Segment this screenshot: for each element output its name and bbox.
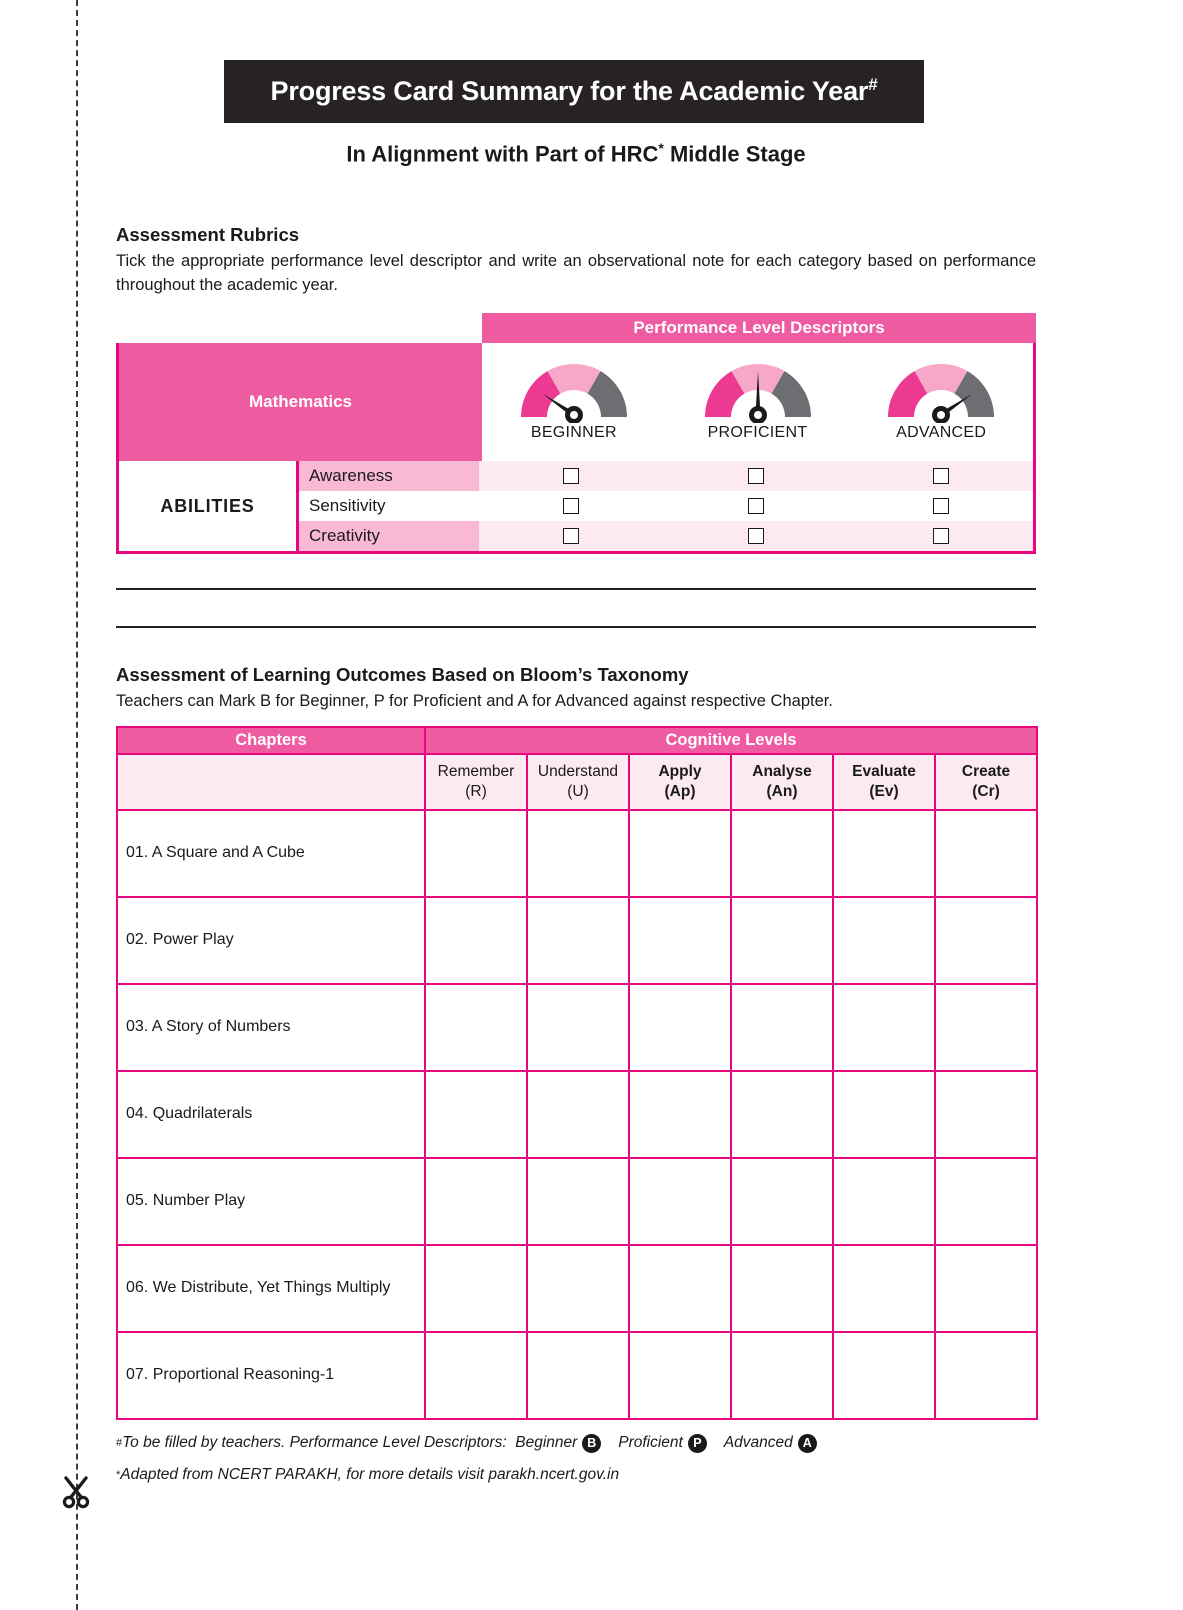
mark-cell-create[interactable]: [935, 1245, 1037, 1332]
chapter-name: 02. Power Play: [117, 897, 425, 984]
note-line[interactable]: [116, 626, 1036, 628]
column-understand: [527, 754, 629, 810]
mark-cell-create[interactable]: [935, 984, 1037, 1071]
badge-label-proficient: Proficient: [618, 1434, 683, 1452]
note-line[interactable]: [116, 588, 1036, 590]
mark-cell-create[interactable]: [935, 1071, 1037, 1158]
mark-cell-understand[interactable]: [527, 1332, 629, 1419]
column-understand-name: Understand: [537, 763, 619, 781]
assessment-rubrics-section: [116, 224, 1036, 628]
abilities-block: [116, 461, 1036, 554]
ability-row-sensitivity: [299, 491, 1033, 521]
column-remember-name: Remember: [437, 763, 515, 781]
rubrics-corner-blank: [116, 313, 482, 343]
table-row: [117, 1332, 1037, 1419]
chapter-name: 07. Proportional Reasoning-1: [117, 1332, 425, 1419]
column-apply-code: (Ap): [664, 782, 696, 800]
ability-row-creativity: [299, 521, 1033, 551]
gauge-icon: [876, 351, 1006, 423]
chapter-name: 04. Quadrilaterals: [117, 1071, 425, 1158]
column-analyse-name: Analyse: [752, 763, 812, 781]
badge-advanced: A: [798, 1434, 817, 1453]
checkbox-cell-advanced[interactable]: [848, 461, 1033, 491]
table-row: [117, 1245, 1037, 1332]
checkbox-awareness-advanced[interactable]: [933, 468, 949, 484]
column-evaluate-code: (Ev): [869, 782, 899, 800]
scissors-icon: [56, 1472, 96, 1512]
chapter-name: 05. Number Play: [117, 1158, 425, 1245]
page-title: [224, 60, 924, 123]
footnote-source: [116, 1466, 1036, 1484]
mark-cell-apply[interactable]: [629, 984, 731, 1071]
checkbox-sensitivity-beginner[interactable]: [563, 498, 579, 514]
cognitive-levels-header: Cognitive Levels: [425, 727, 1037, 754]
gauge-icon: [509, 351, 639, 423]
checkbox-cell-proficient[interactable]: [664, 461, 849, 491]
badge-label-beginner: Beginner: [515, 1434, 578, 1452]
mark-cell-remember[interactable]: [425, 984, 527, 1071]
mark-cell-analyse[interactable]: [731, 897, 833, 984]
mark-cell-remember[interactable]: [425, 810, 527, 897]
column-remember: [425, 754, 527, 810]
mark-cell-apply[interactable]: [629, 1245, 731, 1332]
mark-cell-analyse[interactable]: [731, 1332, 833, 1419]
checkbox-creativity-proficient[interactable]: [748, 528, 764, 544]
bloom-instruction: Teachers can Mark B for Beginner, P for Proficient and A for Advanced against respective Chapter.: [116, 692, 833, 711]
ability-name: Creativity: [299, 521, 479, 551]
mark-cell-evaluate[interactable]: [833, 1158, 935, 1245]
chapters-header: Chapters: [117, 727, 425, 754]
cut-line-divider: [76, 0, 78, 1610]
gauge-icon: [693, 351, 823, 423]
gauge-row: [482, 343, 1036, 461]
level-label-beginner: BEGINNER: [530, 424, 617, 442]
column-analyse-code: (An): [766, 782, 798, 800]
checkbox-sensitivity-proficient[interactable]: [748, 498, 764, 514]
checkbox-cell-advanced[interactable]: [848, 491, 1033, 521]
mark-cell-analyse[interactable]: [731, 1245, 833, 1332]
level-label-advanced: ADVANCED: [896, 424, 987, 442]
mark-cell-understand[interactable]: [527, 897, 629, 984]
rubrics-table-top-row: [116, 313, 1036, 343]
mark-cell-evaluate[interactable]: [833, 984, 935, 1071]
rubrics-instruction: Tick the appropriate performance level descriptor and write an observational note for each category based on performance throughout the academic year.: [116, 252, 1036, 294]
badge-proficient: P: [688, 1434, 707, 1453]
mark-cell-create[interactable]: [935, 1332, 1037, 1419]
page-title-marker: #: [868, 75, 878, 94]
table-row: [117, 810, 1037, 897]
table-row: [117, 1158, 1037, 1245]
checkbox-cell-advanced[interactable]: [848, 521, 1033, 551]
bloom-heading: Assessment of Learning Outcomes Based on Bloom’s Taxonomy: [116, 664, 689, 686]
ability-name: Awareness: [299, 461, 479, 491]
chapter-name: 01. A Square and A Cube: [117, 810, 425, 897]
footnote-marker-hash: #: [116, 1437, 123, 1450]
observational-note-lines: [116, 588, 1036, 628]
column-evaluate: [833, 754, 935, 810]
footnotes: [116, 1434, 1036, 1484]
bloom-subheader-row: [117, 754, 1037, 810]
bloom-taxonomy-section: [116, 664, 1036, 1483]
mark-cell-analyse[interactable]: [731, 1071, 833, 1158]
chapter-name: 06. We Distribute, Yet Things Multiply: [117, 1245, 425, 1332]
mark-cell-remember[interactable]: [425, 1332, 527, 1419]
mark-cell-create[interactable]: [935, 810, 1037, 897]
mark-cell-apply[interactable]: [629, 810, 731, 897]
bloom-taxonomy-table: [116, 726, 1038, 1420]
mark-cell-evaluate[interactable]: [833, 810, 935, 897]
mark-cell-apply[interactable]: [629, 1158, 731, 1245]
checkbox-creativity-beginner[interactable]: [563, 528, 579, 544]
rubrics-subject-row: [116, 343, 1036, 461]
checkbox-cell-beginner[interactable]: [479, 461, 664, 491]
mark-cell-understand[interactable]: [527, 810, 629, 897]
level-label-proficient: PROFICIENT: [707, 424, 808, 442]
performance-level-descriptors-header: Performance Level Descriptors: [482, 313, 1036, 343]
mark-cell-apply[interactable]: [629, 1332, 731, 1419]
column-create-name: Create: [961, 763, 1011, 781]
footnote-marker-star: *: [116, 1468, 121, 1481]
footnote-teachers-text: To be filled by teachers. Performance Level Descriptors:: [122, 1434, 516, 1452]
page-subtitle-text: In Alignment with Part of HRC: [346, 141, 659, 167]
abilities-label: ABILITIES: [119, 461, 299, 551]
mark-cell-evaluate[interactable]: [833, 1332, 935, 1419]
column-apply: [629, 754, 731, 810]
checkbox-awareness-beginner[interactable]: [563, 468, 579, 484]
mark-cell-understand[interactable]: [527, 1158, 629, 1245]
level-cell-proficient: [666, 343, 850, 461]
checkbox-cell-proficient[interactable]: [664, 491, 849, 521]
footnote-teachers: [116, 1434, 1036, 1453]
footnote-source-text: Adapted from NCERT PARAKH, for more details visit parakh.ncert.gov.in: [120, 1465, 620, 1483]
column-create-code: (Cr): [972, 782, 1000, 800]
mark-cell-create[interactable]: [935, 897, 1037, 984]
mark-cell-analyse[interactable]: [731, 810, 833, 897]
page-subtitle-tail: Middle Stage: [663, 141, 806, 167]
chapter-name: 03. A Story of Numbers: [117, 984, 425, 1071]
table-row: [117, 984, 1037, 1071]
mark-cell-create[interactable]: [935, 1158, 1037, 1245]
checkbox-cell-beginner[interactable]: [479, 491, 664, 521]
page-subtitle-marker: *: [658, 140, 664, 156]
column-apply-name: Apply: [658, 763, 702, 781]
subject-cell: Mathematics: [119, 343, 482, 461]
mark-cell-understand[interactable]: [527, 984, 629, 1071]
checkbox-cell-proficient[interactable]: [664, 521, 849, 551]
mark-cell-remember[interactable]: [425, 1071, 527, 1158]
table-row: [117, 1071, 1037, 1158]
mark-cell-evaluate[interactable]: [833, 1245, 935, 1332]
checkbox-cell-beginner[interactable]: [479, 521, 664, 551]
mark-cell-remember[interactable]: [425, 897, 527, 984]
chapters-subheader-blank: [117, 754, 425, 810]
checkbox-creativity-advanced[interactable]: [933, 528, 949, 544]
bloom-header-row: [117, 727, 1037, 754]
mark-cell-remember[interactable]: [425, 1158, 527, 1245]
mark-cell-analyse[interactable]: [731, 1158, 833, 1245]
mark-cell-apply[interactable]: [629, 1071, 731, 1158]
mark-cell-understand[interactable]: [527, 1245, 629, 1332]
level-cell-advanced: [849, 343, 1033, 461]
ability-name: Sensitivity: [299, 491, 479, 521]
badge-label-advanced: Advanced: [723, 1434, 793, 1452]
level-cell-beginner: [482, 343, 666, 461]
column-evaluate-name: Evaluate: [852, 763, 916, 781]
table-row: [117, 897, 1037, 984]
mark-cell-understand[interactable]: [527, 1071, 629, 1158]
mark-cell-remember[interactable]: [425, 1245, 527, 1332]
rubrics-heading: Assessment Rubrics: [116, 224, 300, 246]
column-create: [935, 754, 1037, 810]
page-subtitle: [116, 140, 1036, 167]
mark-cell-apply[interactable]: [629, 897, 731, 984]
column-remember-code: (R): [465, 782, 487, 800]
checkbox-sensitivity-advanced[interactable]: [933, 498, 949, 514]
mark-cell-evaluate[interactable]: [833, 1071, 935, 1158]
ability-row-awareness: [299, 461, 1033, 491]
page-title-text: Progress Card Summary for the Academic Year: [270, 76, 869, 106]
column-understand-code: (U): [567, 782, 589, 800]
checkbox-awareness-proficient[interactable]: [748, 468, 764, 484]
column-analyse: [731, 754, 833, 810]
mark-cell-analyse[interactable]: [731, 984, 833, 1071]
rubrics-table: [116, 313, 1036, 554]
badge-beginner: B: [582, 1434, 601, 1453]
mark-cell-evaluate[interactable]: [833, 897, 935, 984]
